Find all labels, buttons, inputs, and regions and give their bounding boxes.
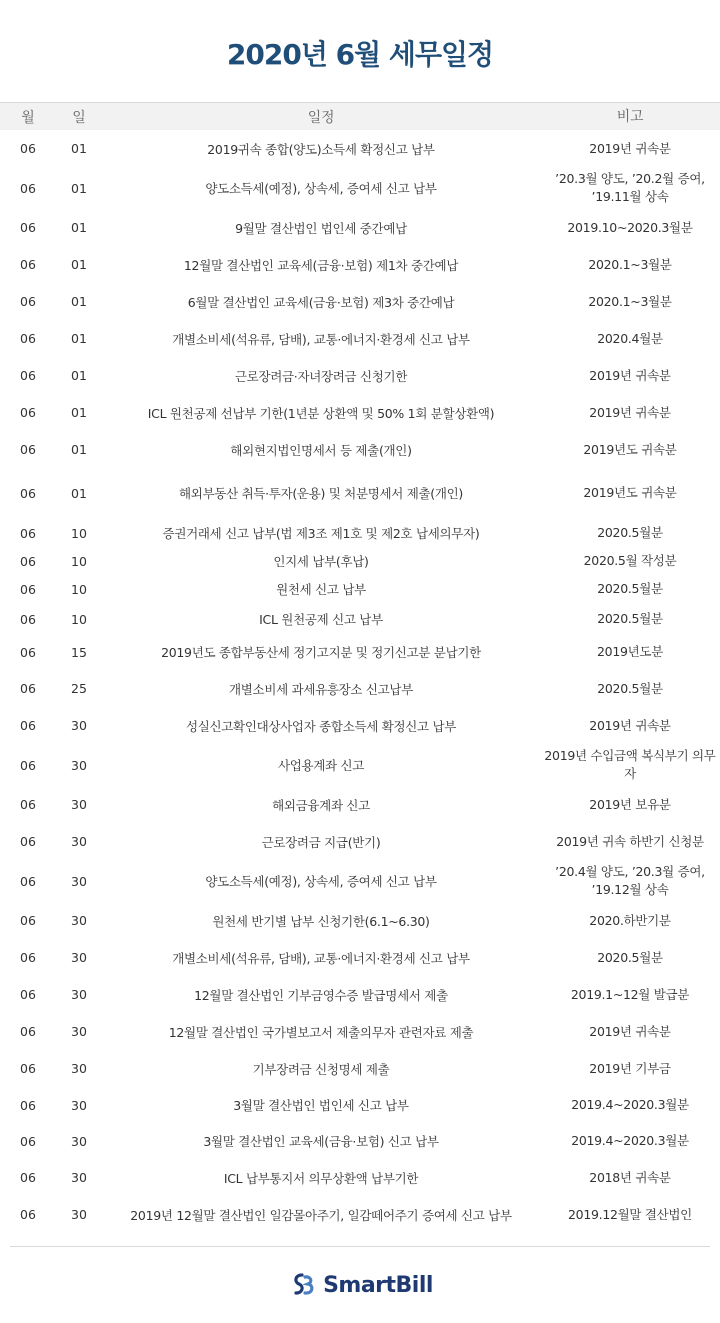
cell-day: 25: [71, 681, 87, 696]
cell-day: 10: [71, 525, 87, 541]
cell-schedule: 2019년 12월말 결산법인 일감몰아주기, 일감떼어주기 증여세 신고 납부: [130, 1207, 512, 1223]
cell-day: 30: [71, 987, 87, 1002]
table-row: [0, 939, 720, 976]
cell-month: 06: [20, 331, 36, 346]
cell-schedule: 기부장려금 신청명세 제출: [252, 1061, 390, 1077]
cell-note: 2019.4~2020.3월분: [571, 1133, 689, 1148]
header-schedule: 일정: [307, 109, 335, 126]
cell-month: 06: [20, 834, 36, 849]
cell-schedule: 12월말 결산법인 국가별보고서 제출의무자 관련자료 제출: [168, 1024, 474, 1040]
cell-schedule: 개별소비세 과세유흥장소 신고납부: [229, 681, 413, 697]
table-row: [0, 670, 720, 707]
cell-schedule: 원천세 반기별 납부 신청기한(6.1~6.30): [212, 913, 430, 929]
cell-note: 2019.1~12월 발급분: [570, 986, 690, 1002]
table-row: [0, 246, 720, 283]
cell-note: 2019년 수입금액 복식부기 의무자: [544, 748, 716, 781]
cell-day: 30: [71, 1170, 87, 1185]
cell-schedule: 3월말 결산법인 법인세 신고 납부: [233, 1098, 409, 1113]
table-row: [0, 860, 720, 902]
table-row: [0, 283, 720, 320]
smartbill-logo-icon: [287, 1270, 317, 1300]
table-row: [0, 1196, 720, 1233]
tax-schedule-table: [0, 102, 720, 1233]
cell-month: 06: [20, 950, 36, 965]
cell-note: 2020.5월분: [597, 525, 663, 540]
cell-note: 2020.하반기분: [589, 912, 671, 928]
cell-note: 2019년 보유분: [589, 796, 671, 812]
cell-day: 01: [71, 220, 87, 235]
table-row: [0, 431, 720, 468]
cell-month: 06: [20, 987, 36, 1002]
cell-month: 06: [20, 442, 36, 457]
cell-month: 06: [20, 913, 36, 928]
cell-schedule: 2019귀속 종합(양도)소득세 확정신고 납부: [207, 141, 435, 157]
cell-schedule: 증권거래세 신고 납부(법 제3조 제1호 및 제2호 납세의무자): [162, 526, 480, 541]
footer-divider: [10, 1246, 710, 1247]
cell-note: ’20.4월 양도, ’20.3월 증여, ’19.12월 상속: [555, 864, 705, 897]
cell-month: 06: [20, 581, 36, 597]
table-row: [0, 167, 720, 209]
cell-day: 30: [71, 1024, 87, 1039]
table-row: [0, 320, 720, 357]
cell-schedule: 해외부동산 취득·투자(운용) 및 처분명세서 제출(개인): [179, 486, 463, 501]
cell-day: 30: [71, 1207, 87, 1222]
cell-schedule: 개별소비세(석유류, 담배), 교통·에너지·환경세 신고 납부: [172, 331, 470, 347]
cell-month: 06: [20, 1097, 36, 1113]
brand-name: SmartBill: [323, 1272, 433, 1298]
table-row: [0, 1050, 720, 1087]
cell-schedule: 성실신고확인대상사업자 종합소득세 확정신고 납부: [185, 718, 457, 734]
cell-schedule: ICL 원천공제 신고 납부: [259, 612, 383, 627]
cell-day: 30: [71, 1061, 87, 1076]
cell-month: 06: [20, 485, 36, 501]
table-row: [0, 394, 720, 431]
cell-day: 30: [71, 718, 87, 733]
cell-note: ’20.3월 양도, ’20.2월 증여, ’19.11월 상속: [555, 171, 705, 204]
cell-day: 15: [71, 644, 87, 660]
cell-month: 06: [20, 405, 36, 420]
table-row: [0, 518, 720, 548]
table-row: [0, 1123, 720, 1159]
table-row: [0, 786, 720, 823]
table-row: [0, 604, 720, 634]
cell-schedule: 개별소비세(석유류, 담배), 교통·에너지·환경세 신고 납부: [172, 950, 470, 966]
cell-note: 2018년 귀속분: [589, 1169, 671, 1185]
header-month: 월: [21, 109, 35, 126]
table-row: [0, 976, 720, 1013]
table-row: [0, 707, 720, 744]
table-row: [0, 574, 720, 604]
cell-note: 2020.4월분: [597, 330, 663, 346]
cell-note: 2019년 귀속 하반기 신청분: [556, 833, 704, 849]
cell-day: 01: [71, 141, 87, 156]
cell-month: 06: [20, 1207, 36, 1222]
cell-day: 30: [71, 1133, 87, 1149]
cell-schedule: 해외현지법인명세서 등 제출(개인): [230, 442, 412, 458]
cell-month: 06: [20, 797, 36, 812]
table-row: [0, 744, 720, 786]
cell-month: 06: [20, 873, 36, 889]
cell-month: 06: [20, 757, 36, 773]
table-row: [0, 902, 720, 939]
cell-month: 06: [20, 1170, 36, 1185]
cell-note: 2019년 귀속분: [589, 717, 671, 733]
cell-day: 30: [71, 950, 87, 965]
cell-schedule: 양도소득세(예정), 상속세, 증여세 신고 납부: [205, 181, 437, 196]
cell-schedule: 근로장려금·자녀장려금 신청기한: [234, 368, 408, 384]
table-row: [0, 1159, 720, 1196]
cell-month: 06: [20, 681, 36, 696]
table-row: [0, 209, 720, 246]
cell-schedule: 3월말 결산법인 교육세(금융·보험) 신고 납부: [203, 1134, 439, 1149]
cell-month: 06: [20, 1061, 36, 1076]
cell-schedule: 2019년도 종합부동산세 정기고지분 및 정기신고분 분납기한: [161, 645, 481, 660]
cell-month: 06: [20, 220, 36, 235]
cell-note: 2020.1~3월분: [588, 293, 672, 309]
cell-day: 01: [71, 405, 87, 420]
cell-note: 2019년 귀속분: [589, 404, 671, 420]
cell-schedule: ICL 납부통지서 의무상환액 납부기한: [223, 1170, 419, 1186]
cell-day: 01: [71, 442, 87, 457]
cell-day: 01: [71, 331, 87, 346]
cell-schedule: 근로장려금 지급(반기): [261, 834, 381, 850]
header-day: 일: [72, 109, 86, 126]
table-row: [0, 357, 720, 394]
cell-note: 2019년 기부금: [589, 1060, 671, 1076]
cell-note: 2020.1~3월분: [588, 256, 672, 272]
cell-day: 30: [71, 1097, 87, 1113]
cell-schedule: 12월말 결산법인 교육세(금융·보험) 제1차 중간예납: [183, 257, 459, 273]
cell-day: 30: [71, 797, 87, 812]
cell-day: 10: [71, 553, 87, 569]
cell-schedule: 사업용계좌 신고: [277, 758, 365, 773]
cell-schedule: 12월말 결산법인 기부금영수증 발급명세서 제출: [194, 987, 448, 1003]
cell-schedule: 6월말 결산법인 교육세(금융·보험) 제3차 중간예납: [187, 294, 455, 310]
smartbill-logo: [0, 1268, 720, 1302]
cell-note: 2020.5월분: [597, 581, 663, 596]
cell-month: 06: [20, 611, 36, 627]
cell-month: 06: [20, 1133, 36, 1149]
cell-month: 06: [20, 180, 36, 196]
cell-day: 01: [71, 485, 87, 501]
table-header: [0, 102, 720, 130]
cell-day: 10: [71, 581, 87, 597]
cell-day: 30: [71, 757, 87, 773]
cell-day: 10: [71, 611, 87, 627]
cell-schedule: 인지세 납부(후납): [273, 554, 369, 569]
table-row: [0, 130, 720, 167]
cell-note: 2019년 귀속분: [589, 140, 671, 156]
cell-day: 01: [71, 368, 87, 383]
cell-month: 06: [20, 525, 36, 541]
cell-note: 2020.5월분: [597, 680, 663, 696]
cell-schedule: 양도소득세(예정), 상속세, 증여세 신고 납부: [205, 874, 437, 889]
page-title: 2020년 6월 세무일정: [226, 38, 494, 71]
cell-note: 2019.12월말 결산법인: [568, 1206, 692, 1222]
table-row: [0, 1013, 720, 1050]
cell-schedule: ICL 원천공제 선납부 기한(1년분 상환액 및 50% 1회 분할상환액): [147, 405, 495, 421]
cell-month: 06: [20, 644, 36, 660]
cell-schedule: 9월말 결산법인 법인세 중간예납: [235, 220, 407, 236]
cell-month: 06: [20, 294, 36, 309]
cell-note: 2019년도분: [597, 644, 663, 659]
cell-note: 2019년 귀속분: [589, 367, 671, 383]
cell-schedule: 해외금융계좌 신고: [272, 797, 370, 813]
cell-day: 01: [71, 180, 87, 196]
cell-note: 2019.10~2020.3월분: [567, 219, 693, 235]
cell-note: 2019년도 귀속분: [583, 441, 677, 457]
cell-note: 2020.5월분: [597, 949, 663, 965]
cell-note: 2019년도 귀속분: [583, 485, 677, 500]
cell-day: 30: [71, 834, 87, 849]
cell-note: 2019년 귀속분: [589, 1023, 671, 1039]
table-body: [0, 130, 720, 1233]
table-row: [0, 634, 720, 670]
header-note: 비고: [616, 108, 644, 125]
table-row: [0, 823, 720, 860]
cell-note: 2019.4~2020.3월분: [571, 1097, 689, 1112]
table-row: [0, 468, 720, 518]
table-row: [0, 1087, 720, 1123]
cell-schedule: 원천세 신고 납부: [276, 582, 366, 597]
table-row: [0, 548, 720, 574]
cell-day: 01: [71, 257, 87, 272]
cell-month: 06: [20, 141, 36, 156]
cell-day: 30: [71, 913, 87, 928]
cell-month: 06: [20, 718, 36, 733]
cell-month: 06: [20, 257, 36, 272]
cell-month: 06: [20, 553, 36, 569]
cell-day: 30: [71, 873, 87, 889]
cell-note: 2020.5월 작성분: [583, 553, 677, 568]
cell-note: 2020.5월분: [597, 611, 663, 626]
cell-month: 06: [20, 368, 36, 383]
cell-day: 01: [71, 294, 87, 309]
cell-month: 06: [20, 1024, 36, 1039]
